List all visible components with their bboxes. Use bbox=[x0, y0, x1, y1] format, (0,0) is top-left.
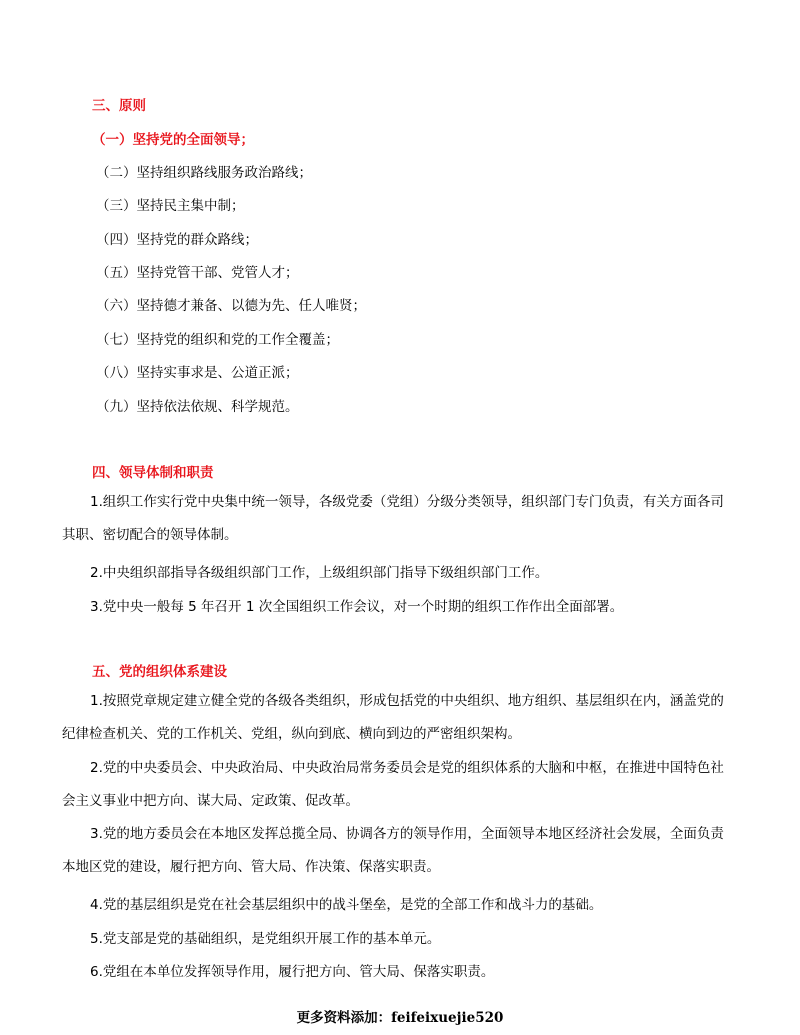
org-system-paragraph-4: 4.党的基层组织是党在社会基层组织中的战斗堡垒，是党的全部工作和战斗力的基础。 bbox=[90, 897, 603, 913]
principle-item-2: （二）坚持组织路线服务政治路线； bbox=[96, 165, 312, 181]
section-heading-principles: 三、原则 bbox=[92, 98, 146, 114]
principle-item-6: （六）坚持德才兼备、以德为先、任人唯贤； bbox=[96, 298, 366, 314]
principle-item-1: （一）坚持党的全面领导； bbox=[92, 132, 254, 148]
paragraph-line: 3.党的地方委员会在本地区发挥总揽全局、协调各方的领导作用，全面领导本地区经济社会发展，全面负责 bbox=[90, 826, 724, 842]
footer-contact: 更多资料添加：feifeixuejie520 bbox=[296, 1010, 504, 1026]
principle-item-7: （七）坚持党的组织和党的工作全覆盖； bbox=[96, 332, 339, 348]
paragraph-line: 1.按照党章规定建立健全党的各级各类组织，形成包括党的中央组织、地方组织、基层组织在内，涵盖党的 bbox=[90, 693, 724, 709]
org-system-paragraph-2 bbox=[62, 752, 752, 818]
leadership-paragraph-3: 3.党中央一般每 5 年召开 1 次全国组织工作会议，对一个时期的组织工作作出全面部署。 bbox=[90, 599, 624, 615]
section-heading-leadership: 四、领导体制和职责 bbox=[92, 465, 214, 481]
principle-item-9: （九）坚持依法依规、科学规范。 bbox=[96, 399, 299, 415]
org-system-paragraph-5: 5.党支部是党的基础组织，是党组织开展工作的基本单元。 bbox=[90, 931, 441, 947]
section-heading-org-system: 五、党的组织体系建设 bbox=[92, 664, 227, 680]
paragraph-line: 其职、密切配合的领导体制。 bbox=[62, 527, 238, 543]
principle-item-3: （三）坚持民主集中制； bbox=[96, 198, 245, 214]
org-system-paragraph-6: 6.党组在本单位发挥领导作用，履行把方向、管大局、保落实职责。 bbox=[90, 964, 495, 980]
org-system-paragraph-1 bbox=[62, 685, 752, 751]
principle-item-5: （五）坚持党管干部、党管人才； bbox=[96, 265, 299, 281]
principle-item-4: （四）坚持党的群众路线； bbox=[96, 232, 258, 248]
paragraph-line: 会主义事业中把方向、谋大局、定政策、促改革。 bbox=[62, 793, 359, 809]
paragraph-line: 本地区党的建设，履行把方向、管大局、作决策、保落实职责。 bbox=[62, 859, 440, 875]
leadership-paragraph-1 bbox=[62, 486, 752, 552]
paragraph-line: 2.党的中央委员会、中央政治局、中央政治局常务委员会是党的组织体系的大脑和中枢，在推进中国特色社 bbox=[90, 760, 724, 776]
leadership-paragraph-2: 2.中央组织部指导各级组织部门工作，上级组织部门指导下级组织部门工作。 bbox=[90, 565, 549, 581]
paragraph-line: 纪律检查机关、党的工作机关、党组，纵向到底、横向到边的严密组织架构。 bbox=[62, 726, 521, 742]
org-system-paragraph-3 bbox=[62, 818, 752, 884]
paragraph-line: 1.组织工作实行党中央集中统一领导，各级党委（党组）分级分类领导，组织部门专门负责，有关方面各司 bbox=[90, 494, 724, 510]
principle-item-8: （八）坚持实事求是、公道正派； bbox=[96, 365, 299, 381]
